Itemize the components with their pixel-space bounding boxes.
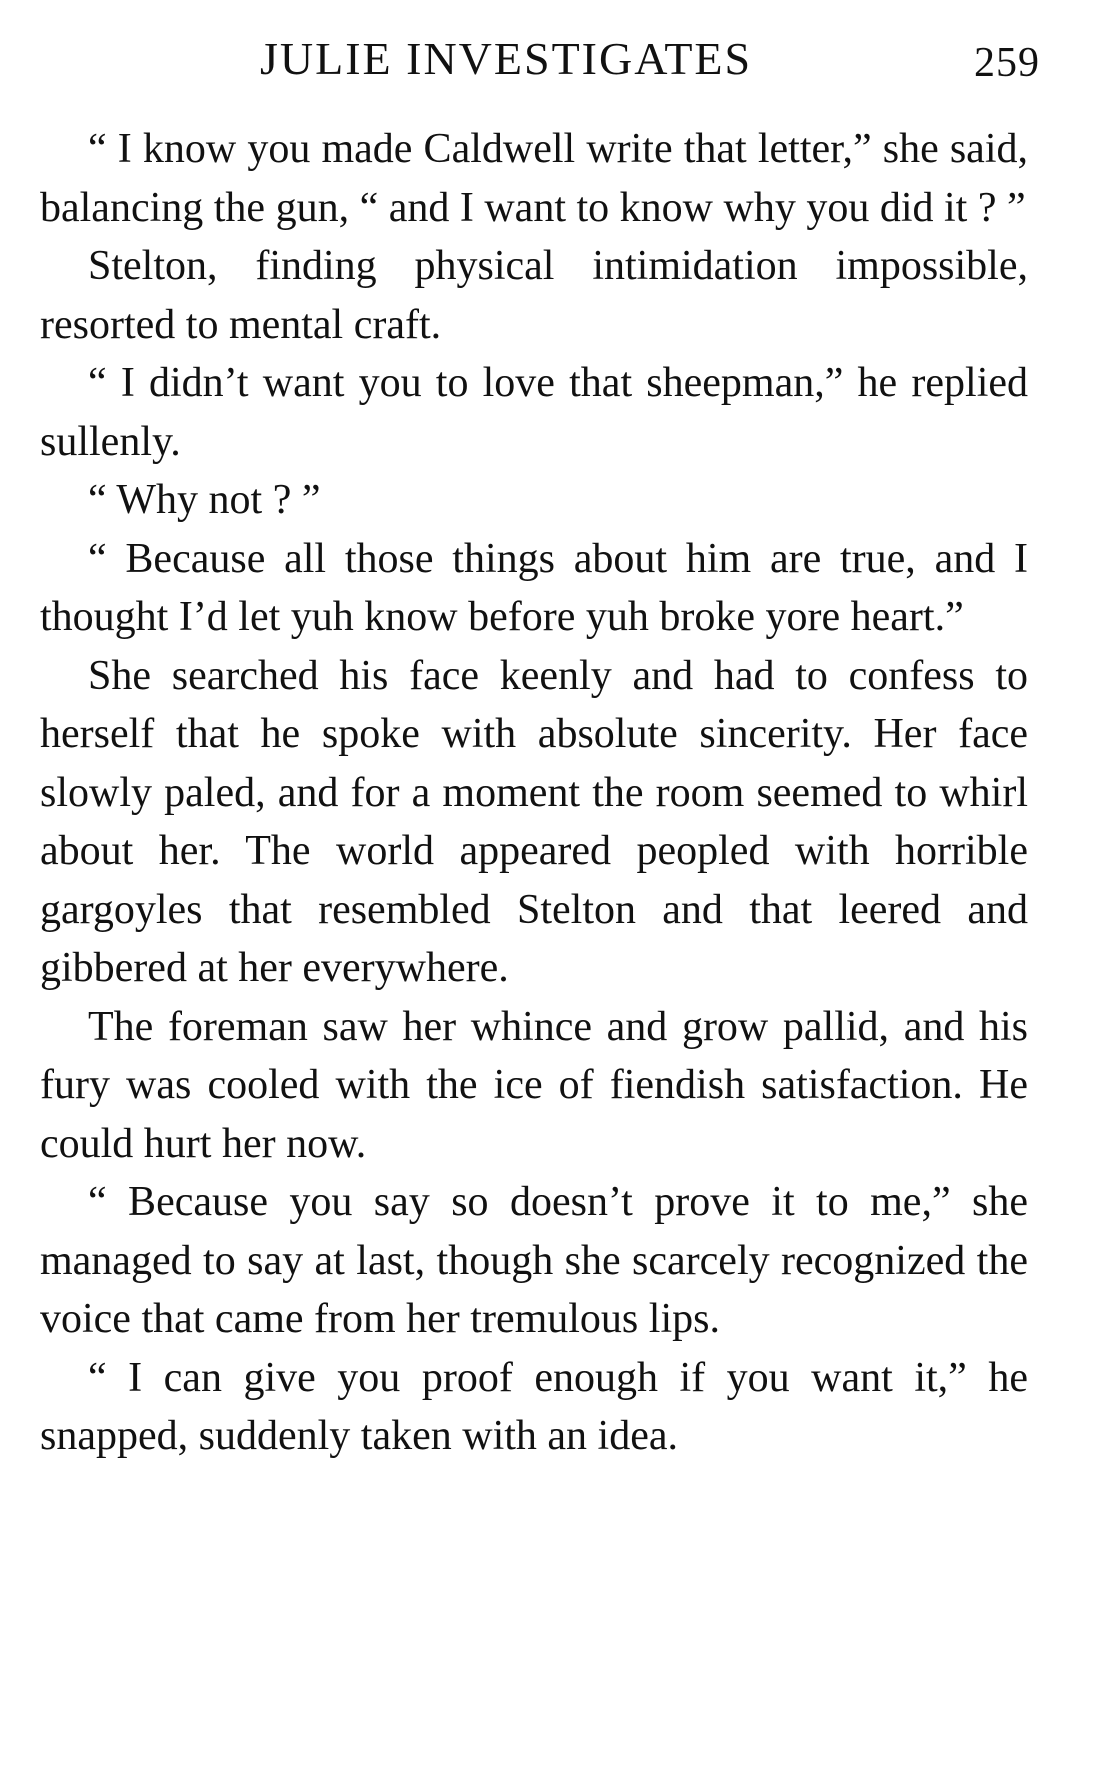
paragraph: “ Why not ? ” xyxy=(88,477,321,523)
chapter-title: JULIE INVESTIGATES xyxy=(260,33,753,84)
running-head xyxy=(40,24,1040,94)
paragraph: “ Because you say so doesn’t prove it to me,” she managed to say at last, though she scarcely recognized the voice that came from her tremulous lips. xyxy=(40,1179,1028,1342)
page-number: 259 xyxy=(974,40,1040,86)
paragraph: “ I know you made Caldwell write that letter,” she said, balancing the gun, “ and I want to know why you did it ? ” xyxy=(40,126,1028,231)
paragraph: “ I didn’t want you to love that sheepman,” he replied sullenly. xyxy=(40,360,1028,465)
body-text xyxy=(40,120,1028,1466)
paragraph: The foreman saw her whince and grow pallid, and his fury was cooled with the ice of fiendish satisfaction. He could hurt her now. xyxy=(40,1003,1028,1167)
paragraph: Stelton, finding physical intimidation impossible, resorted to mental craft. xyxy=(40,243,1028,348)
paragraph: “ I can give you proof enough if you want it,” he snapped, suddenly taken with an idea. xyxy=(40,1354,1028,1459)
paragraph: She searched his face keenly and had to confess to herself that he spoke with absolute sincerity. Her face slowly paled, and for a moment the room seemed to whirl about her. The world appeared peopled with horrible gargoyles that resembled Stelton and that leered and gibbered at her everywhere. xyxy=(40,652,1028,991)
paragraph: “ Because all those things about him are true, and I thought I’d let yuh know before yuh broke yore heart.” xyxy=(40,535,1028,640)
